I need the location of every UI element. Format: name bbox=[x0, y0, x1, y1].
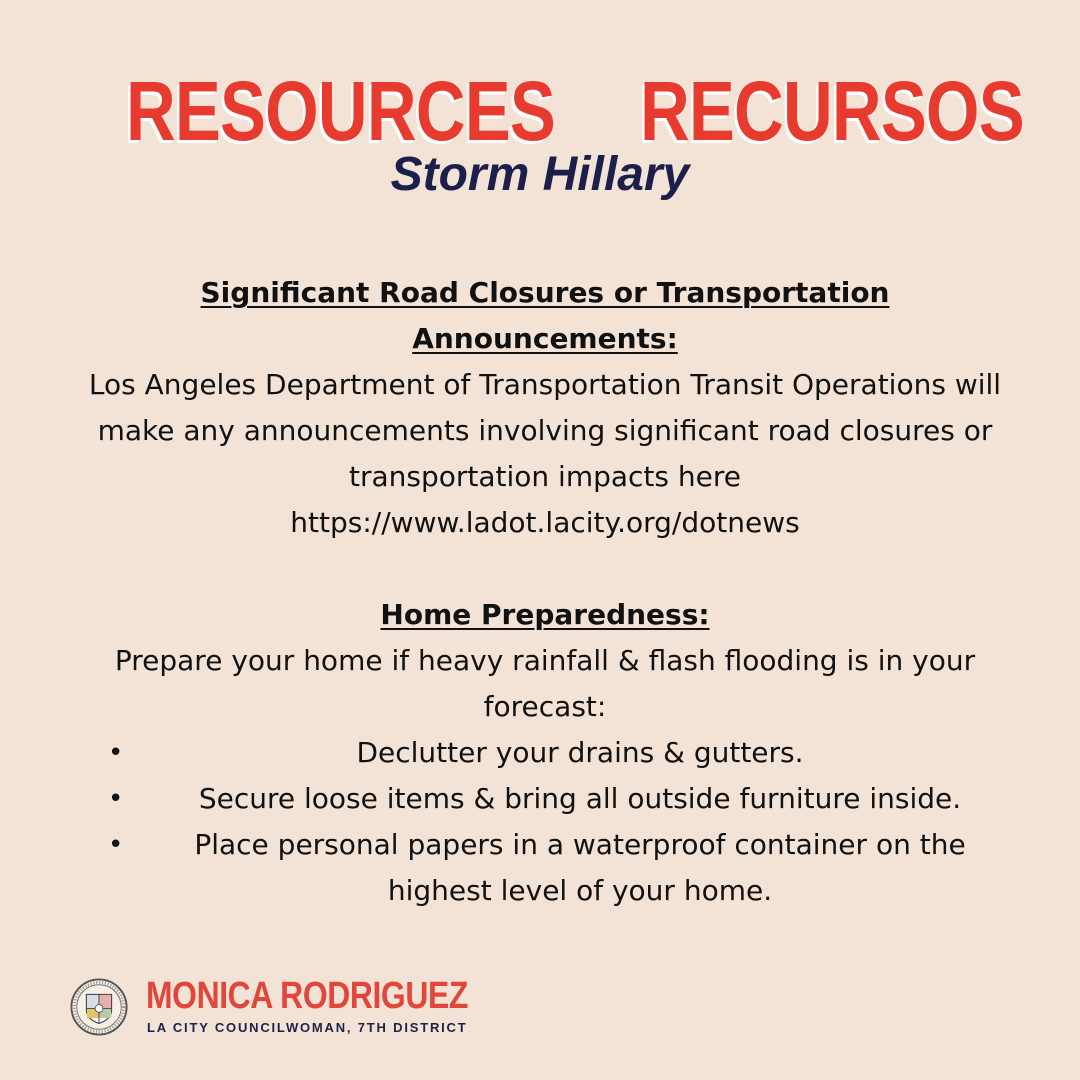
content-body bbox=[80, 270, 1010, 914]
road-closures-heading-line1: Significant Road Closures or Transportation bbox=[200, 276, 890, 309]
preparedness-list bbox=[80, 730, 1010, 914]
bullet-icon: • bbox=[108, 738, 124, 768]
list-item bbox=[80, 730, 1010, 776]
city-seal-icon bbox=[70, 978, 128, 1036]
title-spanish: RECURSOS bbox=[640, 64, 1024, 158]
road-closures-text: Los Angeles Department of Transportation Transit Operations will make any announcements involving significant road closures or transportation impacts here bbox=[88, 368, 1002, 493]
footer-branding bbox=[70, 975, 490, 1038]
list-item-text: Place personal papers in a waterproof container on the highest level of your home. bbox=[194, 828, 966, 907]
subtitle: Storm Hillary bbox=[390, 148, 690, 201]
section-spacer bbox=[80, 546, 1010, 592]
councilwoman-name: MONICA RODRIGUEZ bbox=[146, 975, 468, 1017]
list-item-text: Secure loose items & bring all outside furniture inside. bbox=[198, 782, 962, 815]
bullet-icon: • bbox=[108, 784, 124, 814]
list-item bbox=[80, 776, 1010, 822]
title-english: RESOURCES bbox=[126, 64, 555, 158]
list-item bbox=[80, 822, 1010, 914]
road-closures-heading bbox=[80, 270, 1010, 362]
home-preparedness-heading: Home Preparedness: bbox=[380, 598, 710, 631]
road-closures-heading-line2: Announcements: bbox=[412, 322, 678, 355]
ladot-link[interactable]: https://www.ladot.lacity.org/dotnews bbox=[290, 506, 800, 539]
bullet-icon: • bbox=[108, 830, 124, 860]
councilwoman-title: LA CITY COUNCILWOMAN, 7TH DISTRICT bbox=[147, 1020, 468, 1035]
home-preparedness-intro: Prepare your home if heavy rainfall & flash flooding is in your forecast: bbox=[114, 644, 976, 723]
list-item-text: Declutter your drains & gutters. bbox=[356, 736, 804, 769]
